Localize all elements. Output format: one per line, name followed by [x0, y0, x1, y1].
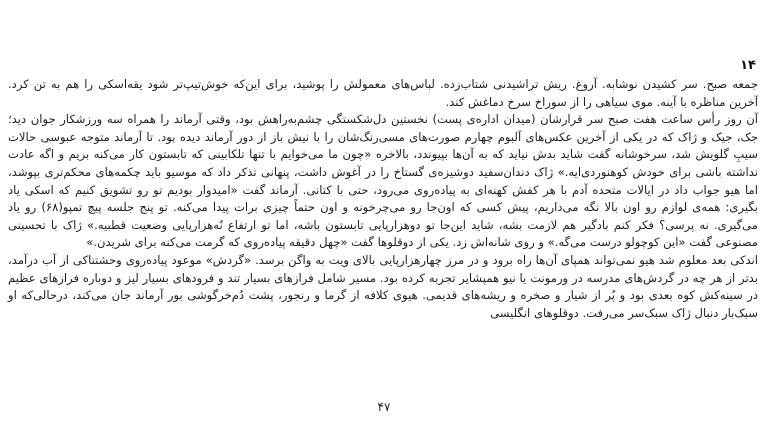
- body-text: [8, 76, 758, 322]
- page-number: ۴۷: [377, 400, 391, 414]
- paragraph-2: آن روز رأس ساعت هفت صبح سر قرارشان (میدان اداره‌ی پست) نخستین دل‌شکستگی چشم‌به‌راهش بود، وقتی آرماند را همراه سه ورزشکار جوان دید؛ جک، جیک و ژاک که در یکی از آخرین عکس‌های آلبوم چهارم صورت‌های مسی‌رنگ‌شان را با نیش باز از دور آرماند دیده بود. تا آرماند متوجه عبوسی حالات سیبِ گلویش شد، سرخوشانه گفت شاید بدش نیاید که به آن‌ها بپیوندد، بالاخره «چون ما می‌خوایم با تنها تلکابینی که تابستون کار می‌کنه بریم و اگه عادت نداشته باشی برای خودش کوهنوردی‌ایه.» ژاک دندان‌سفید دوشیزه‌ی گستاخ را در آغوش داشت، پنهانی تذکر داد که موسیو باید چکمه‌های محکم‌تری بپوشد، اما هیو جواب داد در ایالات متحده آدم با هر کفش کهنه‌ای به پیاده‌روی می‌رود، حتی با کتانی. آرماند گفت «امیدوار بودیم تو رو تشویق کنیم که اسکی یاد بگیری: همه‌ی لوازم رو اون بالا نگه می‌داریم، پیش کسی که اون‌جا رو می‌چرخونه و اون حتماً چیزی برات پیدا می‌کنه. تو پنج جلسه پیچ تمپو(۶۸) رو یاد می‌گیری. نه پرسی؟ فکر کنم بادگیر هم لازمت بشه، شاید این‌جا تو دوهزارپایی تابستون باشه، اما تو ارتفاع نُه‌هزارپایی وضعیت قطبیه.» ژاک با تحسینی مصنوعی گفت «این کوچولو درست می‌گه.» و روی شانه‌اش زد. یکی از دوقلوها گفت «چهل دقیقه پیاده‌روی که گرمت می‌کنه برای شریدن.»: [8, 112, 759, 250]
- paragraph-3: اندکی بعد معلوم شد هیو نمی‌تواند همپای آن‌ها راه برود و در مرز چهارهزارپایی بالای ویت به واگن برسد. «گردش» موعود پیاده‌روی وحشتناکی از آب درآمد، بدتر از هر چه در گردش‌های مدرسه در ورمونت یا نیو همپشایر تجربه کرده بود. مسیر شامل فرازهای بسیار تند و فرودهای بسیار لیز و دوباره فرازهای عظیم در سینه‌کش کوه بعدی بود و پُر از شیار و صخره و ریشه‌های قدیمی. هیوی کلافه از گرما و رنجور، پشت دُم‌خرگوشی بور آرماند جان می‌کند، درحالی‌که او سبک‌بار دنبال ژاک سبک‌سر می‌رفت. دوقلوهای انگلیسی: [8, 252, 758, 320]
- paragraph-1: جمعه صبح. سر کشیدن نوشابه. آروغ. ریش تراشیدنی شتاب‌زده. لباس‌های معمولش را پوشید، برای این‌که خوش‌تیپ‌تر شود یقه‌اسکی را هم به تن کرد. آخرین مناظره با آینه. موی سیاهی را از سوراخ سرخ دماغش کند.: [8, 77, 758, 109]
- chapter-number: ۱۴: [740, 58, 756, 73]
